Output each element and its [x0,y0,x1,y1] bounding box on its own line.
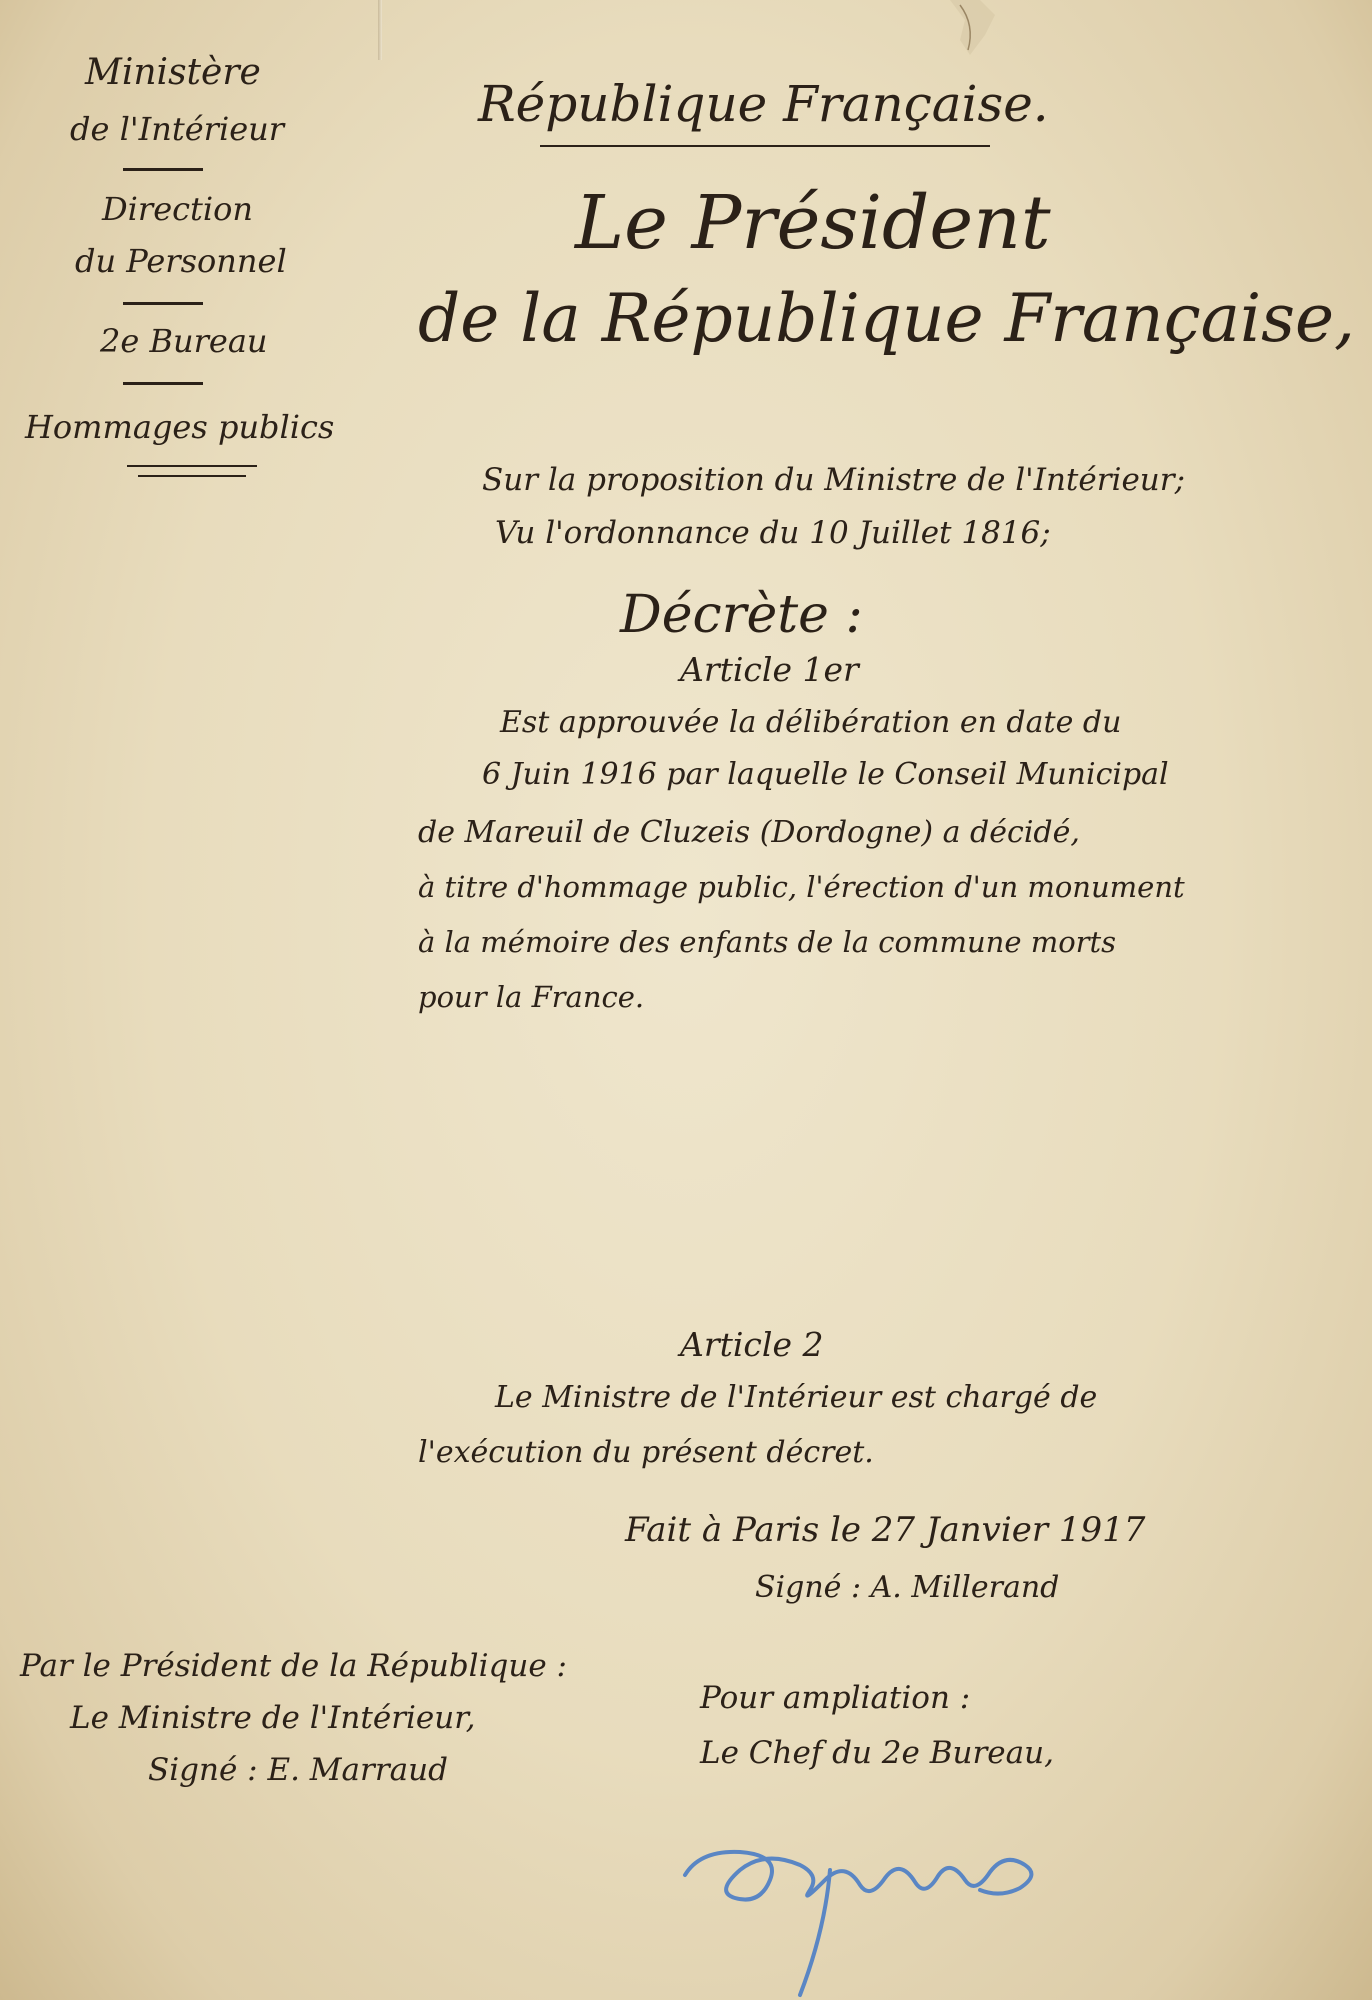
ampliation-line: Le Chef du 2e Bureau, [700,1735,1054,1771]
article1-heading: Article 1er [680,650,859,689]
blue-ink-signature [680,1810,1080,2000]
president-title-line2: de la République Française, [418,280,1356,357]
preamble-ordinance: Vu l'ordonnance du 10 Juillet 1816; [495,515,1051,551]
president-title-line1: Le Président [575,180,1051,266]
margin-ministry-line1: Ministère [85,52,261,93]
countersign-line: Signé : E. Marraud [148,1752,448,1788]
margin-divider [123,168,203,171]
article2-line: Le Ministre de l'Intérieur est chargé de [495,1380,1098,1415]
decree-heading: Décrète : [620,585,863,645]
preamble-proposal: Sur la proposition du Ministre de l'Intérieur; [482,462,1186,498]
article2-line: l'exécution du présent décret. [418,1435,874,1470]
margin-divider [123,382,203,385]
margin-direction-line1: Direction [102,190,254,228]
article1-line: à titre d'hommage public, l'érection d'un monument [418,870,1185,904]
margin-subject: Hommages publics [25,408,335,446]
margin-divider [123,302,203,305]
paper-tear [940,0,1010,70]
article1-line: 6 Juin 1916 par laquelle le Conseil Municipal [482,757,1169,792]
article1-line: à la mémoire des enfants de la commune morts [418,925,1117,959]
article1-line: pour la France. [418,980,645,1014]
republic-heading: République Française. [478,75,1049,133]
article1-line: de Mareuil de Cluzeis (Dordogne) a décidé, [418,815,1080,850]
ampliation-line: Pour ampliation : [700,1680,971,1716]
signed-president: Signé : A. Millerand [755,1570,1060,1605]
republic-underline [540,145,990,147]
countersign-line: Par le Président de la République : [20,1648,567,1684]
article1-line: Est approuvée la délibération en date du [500,705,1122,740]
margin-ministry-line2: de l'Intérieur [70,110,285,148]
place-date: Fait à Paris le 27 Janvier 1917 [625,1510,1146,1550]
margin-subject-underline [138,475,246,477]
article2-heading: Article 2 [680,1325,824,1364]
paper-fold [378,0,382,60]
margin-direction-line2: du Personnel [75,242,287,280]
margin-bureau: 2e Bureau [100,322,268,360]
countersign-line: Le Ministre de l'Intérieur, [70,1700,476,1736]
margin-subject-underline [127,465,257,467]
